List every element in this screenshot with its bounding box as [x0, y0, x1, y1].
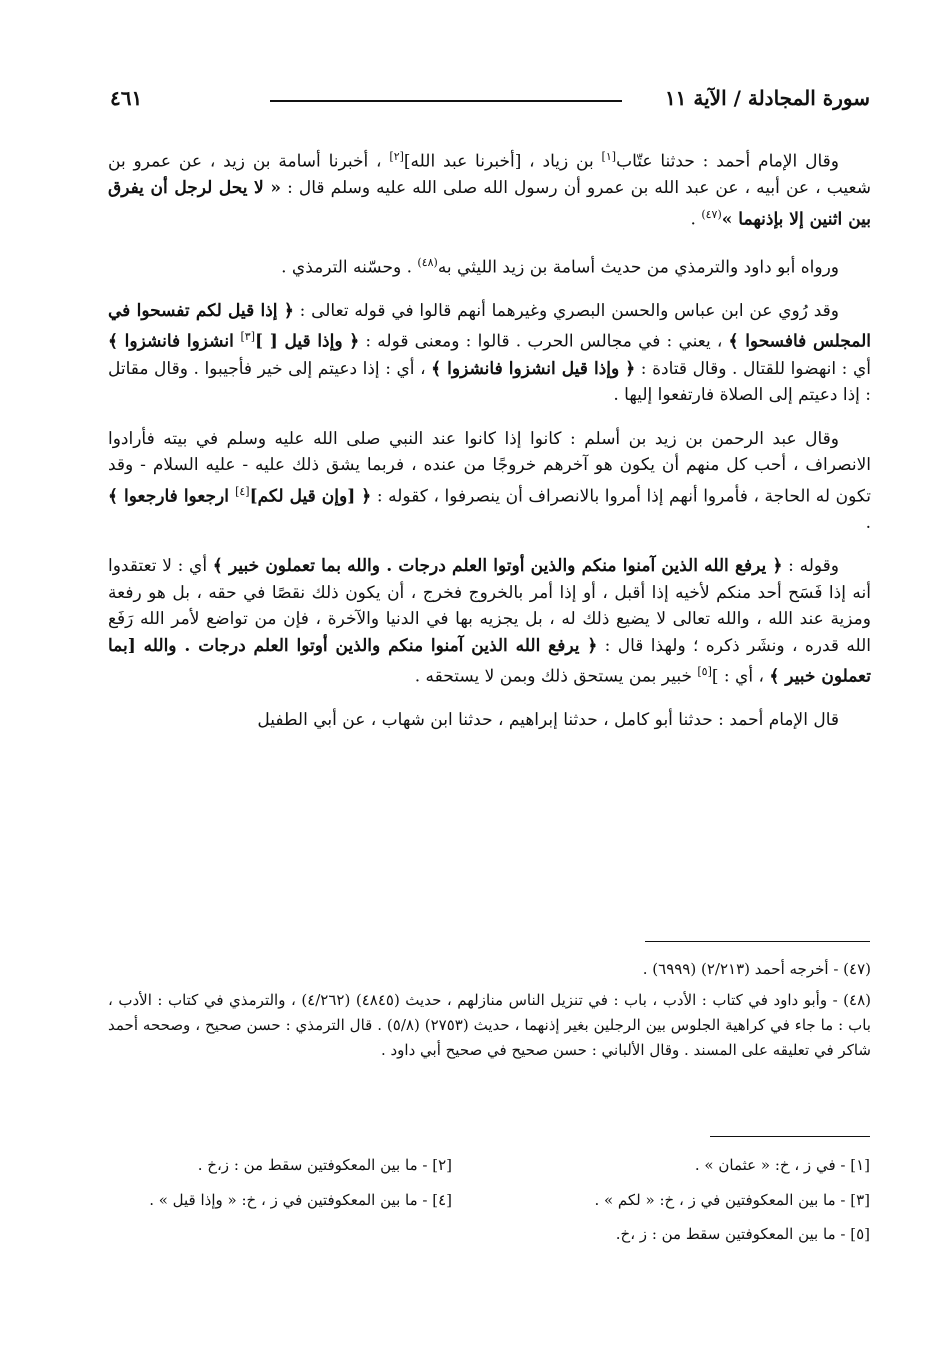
note-48: (٤٨) - وأبو داود في كتاب : الأدب ، باب : في تنزيل الناس منازلهم ، حديث (٤٨٤٥) (٤/٢٦٢) ، والترمذي في كتاب : الأدب ، باب : ما جاء في كراهية الجلوس بين الرجلين بغير إذنهما ، حديث (٢٧٥٣) (٥/٨) . قال الترمذي : حسن صحيح ، وصححه أحمد شاكر في تعليقه على المسند . وقال الألباني : حسن صحيح في صحيح أبي داود .: [108, 991, 871, 1059]
text-run: . وحسّنه الترمذي .: [281, 257, 418, 278]
text-run: قال الإمام أحمد : حدثنا أبو كامل ، حدثنا إبراهيم ، حدثنا ابن شهاب ، عن أبي الطفيل: [257, 710, 839, 731]
hadith-notes: [108, 957, 871, 1069]
reference-marker: [١]: [601, 150, 617, 163]
text-run: أي : لا تعتقدوا أنه إذا فَسَح أحد منكم لأخيه إذا أقبل ، أو إذا أمر بالخروج فخرج ، أن يكون ذلك نقصًا في حقه ، بل هو رفعة ومزية عند الله ، والله تعالى لا يضيع ذلك له ، بل يجزيه بها في الدنيا والآخرة ، فإن من تواضع لأمر الله رَفَع الله قدره ، ونشَر ذكره ؛ ولهذا قال :: [108, 556, 872, 656]
text-run: ، يعني : في مجالس الحرب . قالوا : ومعنى قوله :: [359, 332, 729, 353]
footnote-3: [٣] - ما بين المعكوفتين في ز ، خ: « لكم » .: [594, 1191, 870, 1209]
text-run: ، أخبرنا أسامة بن زيد ، عن عمرو بن شعيب ، عن أبيه ، عن عبد الله بن عمرو أن رسول الله صلى الله عليه وسلم قال :: [108, 151, 871, 199]
reference-marker: (٤٧): [701, 207, 722, 221]
main-text: [108, 144, 871, 751]
text-run: وقوله :: [782, 556, 840, 577]
quoted-text: ﴿ يرفع الله الذين آمنوا منكم والذين أوتوا العلم درجات . والله بما تعملون خبير ﴾: [212, 556, 783, 577]
quoted-text: انشزوا فانشزوا ﴾: [108, 332, 241, 353]
quoted-text: « لا يحل لرجل أن يفرق بين اثنين إلا بإذنهما »: [108, 178, 871, 230]
paragraph: [108, 298, 871, 409]
reference-marker: [٢]: [389, 150, 404, 163]
reference-marker: (٤٨): [417, 255, 438, 269]
text-run: خبير بمن يستحق ذلك وبمن لا يستحقه .: [414, 666, 698, 687]
paragraph: [108, 553, 871, 690]
quoted-text: ﴿ يرفع الله الذين آمنوا منكم والذين أوتوا العلم درجات . والله [بما تعملون خبير ﴾: [108, 635, 871, 687]
quoted-text: ارجعوا فارجعوا ﴾: [108, 486, 236, 507]
running-title: سورة المجادلة / الآية ١١: [664, 86, 870, 110]
footnote-2: [٢] - ما بين المعكوفتين سقط من : ز،خ .: [197, 1156, 452, 1174]
footnote-5: [٥] - ما بين المعكوفتين سقط من : ز ،خ.: [615, 1225, 870, 1243]
text-run: وقال عبد الرحمن بن زيد بن أسلم : كانوا إذا كانوا عند النبي صلى الله عليه وسلم في بيته فأرادوا الانصراف ، أحب كل منهم أن يكون هو آخرهم خروجًا من عنده ، فربما يشق ذلك عليه - عليه السلام - وقد تكون له الحاجة ، فأمروا أنهم إذا أمروا بالانصراف أن ينصرفوا ، كقوله :: [108, 428, 872, 507]
footnote-4: [٤] - ما بين المعكوفتين في ز ، خ: « وإذا قيل » .: [149, 1191, 452, 1209]
text-run: وقال الإمام أحمد : حدثنا عتّاب: [616, 151, 839, 172]
quoted-text: ﴿ إذا قيل لكم تفسحوا في المجلس فافسحوا ﴾: [108, 300, 871, 353]
paragraph: [108, 250, 871, 281]
reference-marker: [٥]: [697, 665, 712, 679]
footnote-1: [١] - في ز ، خ: « عثمان » .: [694, 1156, 870, 1174]
text-run: .: [690, 209, 702, 230]
text-run: وقد رُوي عن ابن عباس والحسن البصري وغيرهما أنهم قالوا في قوله تعالى :: [293, 300, 839, 321]
note-47: (٤٧) - أخرجه أحمد (٢/٢١٣) (٦٩٩٩) .: [642, 960, 871, 978]
text-run: ، أي : ]: [711, 666, 770, 687]
header-rule: [270, 100, 622, 102]
text-run: ، أي : إذا دعيتم إلى خير فأجيبوا . وقال مقاتل : إذا دعيتم إلى الصلاة فارتفعوا إليها .: [108, 358, 871, 406]
footnotes-separator: [710, 1136, 870, 1137]
text-run: ورواه أبو داود والترمذي من حديث أسامة بن زيد الليثي به: [437, 257, 839, 278]
quoted-text: ﴿ وإذا قيل [ ]: [255, 332, 360, 353]
notes-separator: [645, 941, 870, 942]
text-run: أي : انهضوا للقتال . وقال قتادة :: [635, 358, 871, 379]
text-run: بن زياد ، [أخبرنا عبد الله]: [403, 151, 602, 172]
paragraph: [108, 426, 871, 537]
quoted-text: ﴿ [وإن قيل لكم]: [249, 486, 372, 507]
paragraph: [108, 707, 871, 734]
reference-marker: [٣]: [240, 330, 256, 344]
reference-marker: [٤]: [235, 484, 250, 498]
page-number: ٤٦١: [110, 86, 143, 110]
paragraph: [108, 144, 871, 233]
page-header: [110, 82, 870, 118]
quoted-text: ﴿ وإذا قيل انشزوا فانشزوا ﴾: [431, 358, 636, 379]
text-run: .: [865, 512, 871, 533]
